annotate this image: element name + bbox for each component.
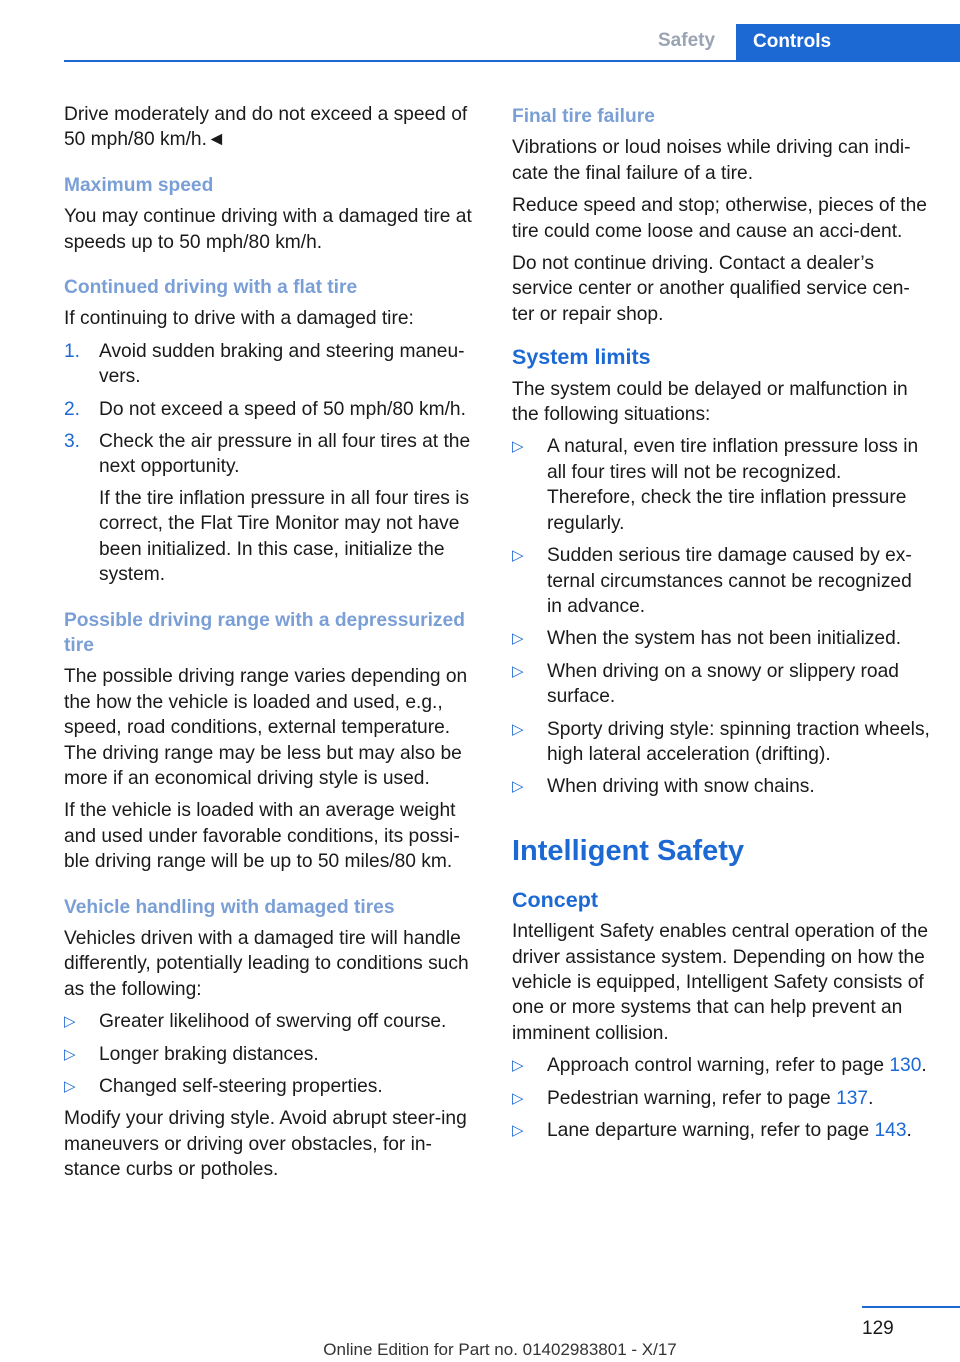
triangle-right-icon: ▷ (64, 1013, 76, 1031)
list-item (512, 434, 932, 536)
page-link-137[interactable]: 137 (836, 1087, 869, 1109)
list-item (64, 1074, 484, 1099)
final-failure-paragraph-2: Reduce speed and stop; otherwise, pieces of the tire could come loose and cause an acci‐dent. (512, 195, 927, 242)
tab-safety[interactable]: Safety (658, 30, 716, 51)
list-item-end: . (906, 1120, 912, 1141)
footer-edition-text: Online Edition for Part no. 01402983801 - X/17 (323, 1340, 677, 1359)
list-item (512, 626, 932, 651)
triangle-right-icon: ▷ (64, 1045, 76, 1063)
triangle-right-icon: ▷ (512, 547, 524, 565)
step-text: Check the air pressure in all four tires at the next opportunity. (99, 431, 471, 478)
triangle-right-icon: ▷ (512, 1122, 524, 1139)
list-item (512, 1118, 932, 1143)
list-item (64, 1009, 484, 1034)
heading-maximum-speed: Maximum speed (64, 174, 214, 196)
continued-driving-steps (64, 339, 484, 588)
heading-final-tire-failure: Final tire failure (512, 106, 655, 127)
list-item-text: A natural, even tire inflation pressure loss in all four tires will not be recognized. Therefore, check the tire inflation pressure regularly. (547, 436, 919, 534)
list-item (64, 1042, 484, 1067)
list-item-text: Lane departure warning, refer to page (547, 1120, 875, 1141)
list-item (512, 1053, 932, 1078)
driving-range-paragraph-1: The possible driving range varies depending on the how the vehicle is loaded and used, e.g., speed, road conditions, external temperature. The driving range may be less but may also be more if an economical driving style is used. (64, 666, 468, 789)
list-item (512, 1086, 932, 1111)
left-column (64, 102, 484, 1190)
list-item-text: Greater likelihood of swerving off course. (99, 1011, 447, 1033)
right-column (512, 102, 932, 1150)
triangle-right-icon: ▷ (512, 1089, 524, 1107)
heading-driving-range: Possible driving range with a depressurized tire (64, 609, 465, 656)
list-item-text: Pedestrian warning, refer to page (547, 1087, 837, 1109)
list-item (64, 397, 484, 422)
maximum-speed-text: You may continue driving with a damaged tire at speeds up to 50 mph/80 km/h. (64, 206, 472, 253)
triangle-right-icon: ▷ (512, 438, 524, 456)
vehicle-handling-text: Vehicles driven with a damaged tire will handle differently, potentially leading to conditions such as the following: (64, 927, 469, 1000)
final-failure-paragraph-3: Do not continue driving. Contact a dealer’s service center or another qualified service cen‐ter or repair shop. (512, 253, 910, 325)
page-number: 129 (862, 1318, 894, 1339)
step-number: 3. (64, 431, 81, 453)
final-failure-paragraph-1: Vibrations or loud noises while driving can indi‐cate the final failure of a tire. (512, 137, 911, 184)
list-item (512, 659, 932, 710)
heading-concept: Concept (512, 887, 598, 912)
list-item-text: When driving with snow chains. (547, 776, 815, 798)
footer-edition (0, 1340, 960, 1360)
header-rule (64, 60, 960, 62)
list-item-text: When the system has not been initialized. (547, 628, 902, 650)
triangle-right-icon: ▷ (512, 778, 524, 796)
list-item-text: Changed self-steering properties. (99, 1076, 383, 1097)
triangle-right-icon: ▷ (512, 630, 524, 648)
page-link-143[interactable]: 143 (874, 1120, 907, 1141)
footer-rule (862, 1306, 960, 1308)
list-item-text: When driving on a snowy or slippery road surface. (547, 660, 899, 708)
continued-driving-text: If continuing to drive with a damaged tire: (64, 308, 414, 330)
list-item-end: . (921, 1055, 927, 1077)
list-item (512, 774, 932, 799)
step-number: 2. (64, 398, 81, 420)
step-text: Avoid sudden braking and steering maneu‐vers. (99, 340, 465, 388)
triangle-right-icon: ▷ (512, 1057, 524, 1075)
intelligent-safety-text: Intelligent Safety enables central operation of the driver assistance system. Depending on how the vehicle is equipped, Intelligent Safety consists of one or more systems that can help prevent an imminent collision. (512, 921, 929, 1044)
list-item (64, 429, 484, 587)
step-text: Do not exceed a speed of 50 mph/80 km/h. (99, 398, 466, 420)
heading-vehicle-handling: Vehicle handling with damaged tires (64, 896, 395, 918)
vehicle-handling-outro: Modify your driving style. Avoid abrupt steer‐ing maneuvers or driving over obstacles, for in‐stance curbs or potholes. (64, 1108, 467, 1181)
heading-system-limits: System limits (512, 345, 651, 370)
page-link-130[interactable]: 130 (889, 1055, 922, 1077)
system-limits-list (512, 434, 932, 799)
list-item-text: Sporty driving style: spinning traction wheels, high lateral acceleration (drifting). (547, 718, 930, 765)
list-item (512, 543, 932, 619)
vehicle-handling-list (64, 1009, 484, 1099)
intro-paragraph: Drive moderately and do not exceed a speed of 50 mph/80 km/h.◄ (64, 104, 468, 151)
list-item (512, 717, 932, 768)
tab-controls[interactable]: Controls (736, 24, 960, 62)
list-item-text: Longer braking distances. (99, 1043, 319, 1065)
triangle-right-icon: ▷ (512, 720, 524, 738)
list-item-end: . (868, 1087, 874, 1109)
system-limits-text: The system could be delayed or malfunction in the following situations: (512, 378, 908, 426)
driving-range-paragraph-2: If the vehicle is loaded with an average weight and used under favorable conditions, its possi‐ble driving range will be up to 50 miles/80 km. (64, 800, 460, 873)
step-subparagraph: If the tire inflation pressure in all four tires is correct, the Flat Tire Monitor may not have been initialized. In this case, initialize the system. (99, 487, 470, 586)
triangle-right-icon: ▷ (512, 662, 524, 680)
list-item (64, 339, 484, 390)
intelligent-safety-list (512, 1053, 932, 1143)
heading-intelligent-safety: Intelligent Safety (512, 834, 745, 867)
list-item-text: Sudden serious tire damage caused by ex‐ternal circumstances cannot be recognized in advance. (547, 545, 912, 617)
heading-continued-driving: Continued driving with a flat tire (64, 277, 358, 299)
list-item-text: Approach control warning, refer to page (547, 1055, 890, 1077)
triangle-right-icon: ▷ (64, 1078, 76, 1095)
step-number: 1. (64, 340, 81, 362)
